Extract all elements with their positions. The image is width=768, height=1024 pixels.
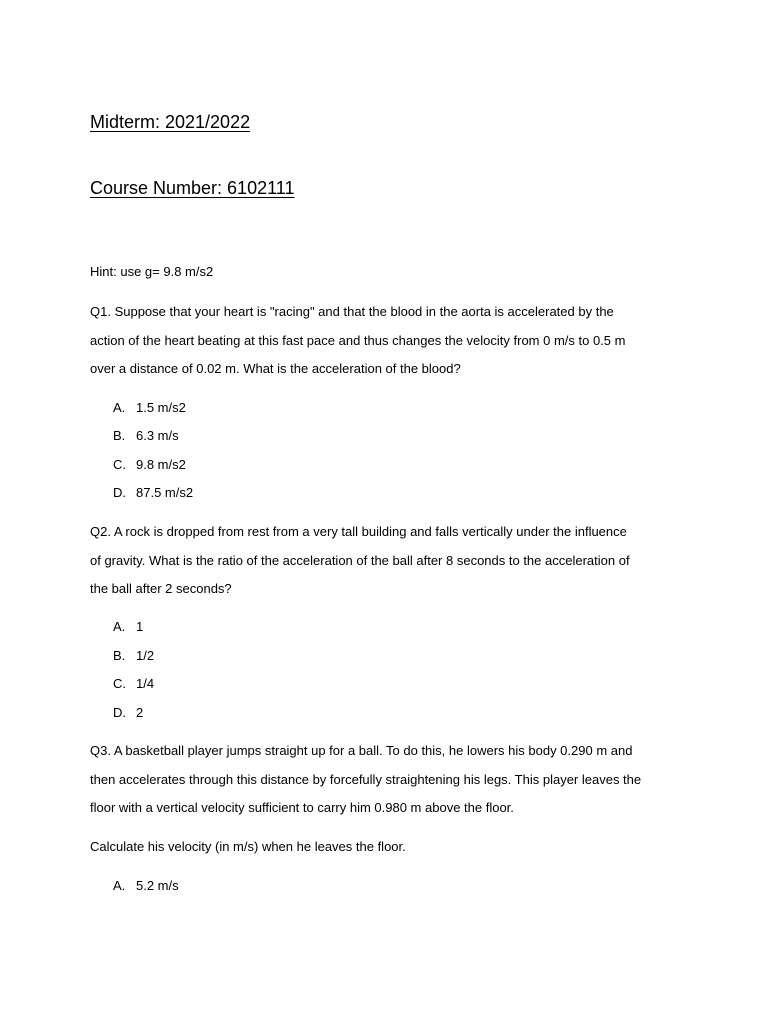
option-text: 2 [136,705,144,720]
question-3-prompt: Calculate his velocity (in m/s) when he leaves the floor. [90,839,406,854]
question-3-line: floor with a vertical velocity sufficient to carry him 0.980 m above the floor. [90,800,514,816]
question-2 [90,518,690,604]
question-3 [90,737,690,823]
question-1-line: Q1. Suppose that your heart is "racing" and that the blood in the aorta is accelerated by the [90,304,614,319]
option-letter: B. [113,428,126,443]
option-letter: C. [113,676,126,691]
option-letter: B. [113,648,126,663]
q2-option-d [113,704,143,722]
question-1-line: over a distance of 0.02 m. What is the acceleration of the blood? [90,361,461,377]
option-text: 1/4 [136,676,155,691]
option-letter: A. [113,878,126,893]
option-text: 87.5 m/s2 [136,485,194,500]
option-letter: C. [113,457,126,472]
question-2-line: of gravity. What is the ratio of the acceleration of the ball after 8 seconds to the acceleration of [90,552,630,568]
option-letter: A. [113,619,126,634]
question-3-line: then accelerates through this distance by forcefully straightening his legs. This player leaves the [90,771,642,787]
q2-option-b [113,647,154,665]
q1-option-a [113,399,186,417]
question-3-line: Q3. A basketball player jumps straight up for a ball. To do this, he lowers his body 0.290 m and [90,743,633,758]
option-text: 1/2 [136,648,155,663]
option-letter: A. [113,400,126,415]
midterm-heading: Midterm: 2021/2022 [90,112,251,132]
q3-option-a [113,877,179,895]
question-2-line: the ball after 2 seconds? [90,581,232,597]
question-1 [90,298,690,384]
q1-option-b [113,427,179,445]
question-1-line: action of the heart beating at this fast pace and thus changes the velocity from 0 m/s to 0.5 m [90,332,626,348]
option-letter: D. [113,705,126,720]
q1-option-c [113,456,186,474]
question-2-line: Q2. A rock is dropped from rest from a very tall building and falls vertically under the influence [90,524,627,539]
option-text: 6.3 m/s [136,428,179,443]
q2-option-c [113,675,154,693]
option-text: 1 [136,619,144,634]
q1-option-d [113,484,193,502]
option-text: 1.5 m/s2 [136,400,186,415]
option-text: 5.2 m/s [136,878,179,893]
option-letter: D. [113,485,126,500]
option-text: 9.8 m/s2 [136,457,186,472]
hint-text: Hint: use g= 9.8 m/s2 [90,264,214,279]
course-number-heading: Course Number: 6102111 [90,178,295,198]
q2-option-a [113,618,143,636]
